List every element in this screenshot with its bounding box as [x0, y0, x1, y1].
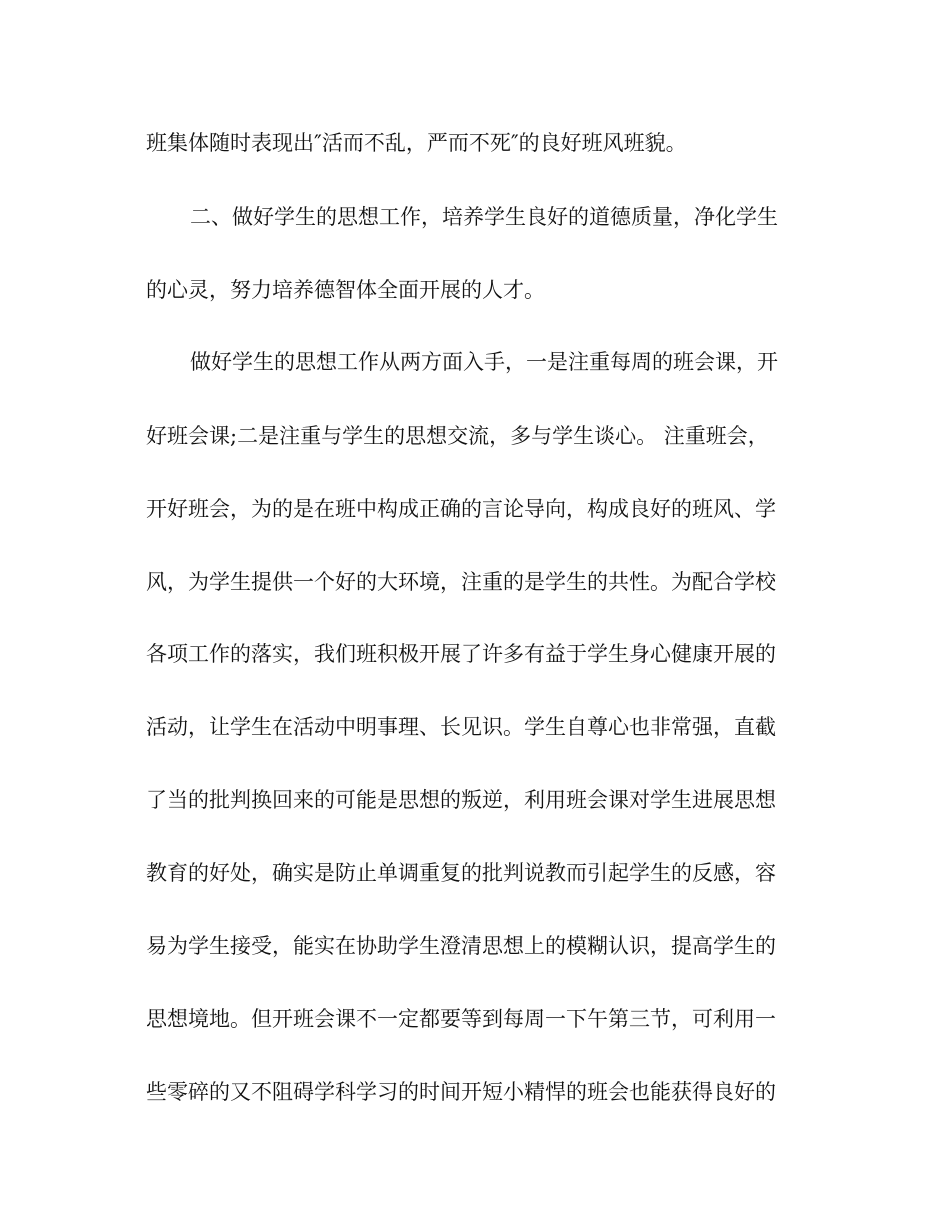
text-line-12: 易为学生接受，能实在协助学生澄清思想上的模糊认识，提高学生的: [146, 934, 776, 958]
text-line-1: 班集体随时表现出″活而不乱，严而不死″的良好班风班貌。: [146, 131, 687, 155]
text-line-4: 做好学生的思想工作从两方面入手，一是注重每周的班会课，开: [190, 350, 778, 374]
text-line-14: 些零碎的又不阻碍学科学习的时间开短小精悍的班会也能获得良好的: [146, 1080, 776, 1104]
text-line-3: 的心灵，努力培养德智体全面开展的人才。: [146, 278, 545, 302]
text-line-11: 教育的好处，确实是防止单调重复的批判说教而引起学生的反感，容: [146, 861, 776, 885]
text-line-2: 二、做好学生的思想工作，培养学生良好的道德质量，净化学生: [190, 205, 778, 229]
text-line-10: 了当的批判换回来的可能是思想的叛逆，利用班会课对学生进展思想: [146, 788, 776, 812]
text-line-6: 开好班会，为的是在班中构成正确的言论导向，构成良好的班风、学: [146, 497, 776, 521]
text-line-8: 各项工作的落实，我们班积极开展了许多有益于学生身心健康开展的: [146, 642, 776, 666]
text-line-13: 思想境地。但开班会课不一定都要等到每周一下午第三节，可利用一: [146, 1007, 776, 1031]
text-line-5: 好班会课;二是注重与学生的思想交流，多与学生谈心。 注重班会，: [146, 424, 769, 448]
text-line-9: 活动，让学生在活动中明事理、长见识。学生自尊心也非常强，直截: [146, 715, 776, 739]
text-line-7: 风，为学生提供一个好的大环境，注重的是学生的共性。为配合学校: [146, 570, 776, 594]
